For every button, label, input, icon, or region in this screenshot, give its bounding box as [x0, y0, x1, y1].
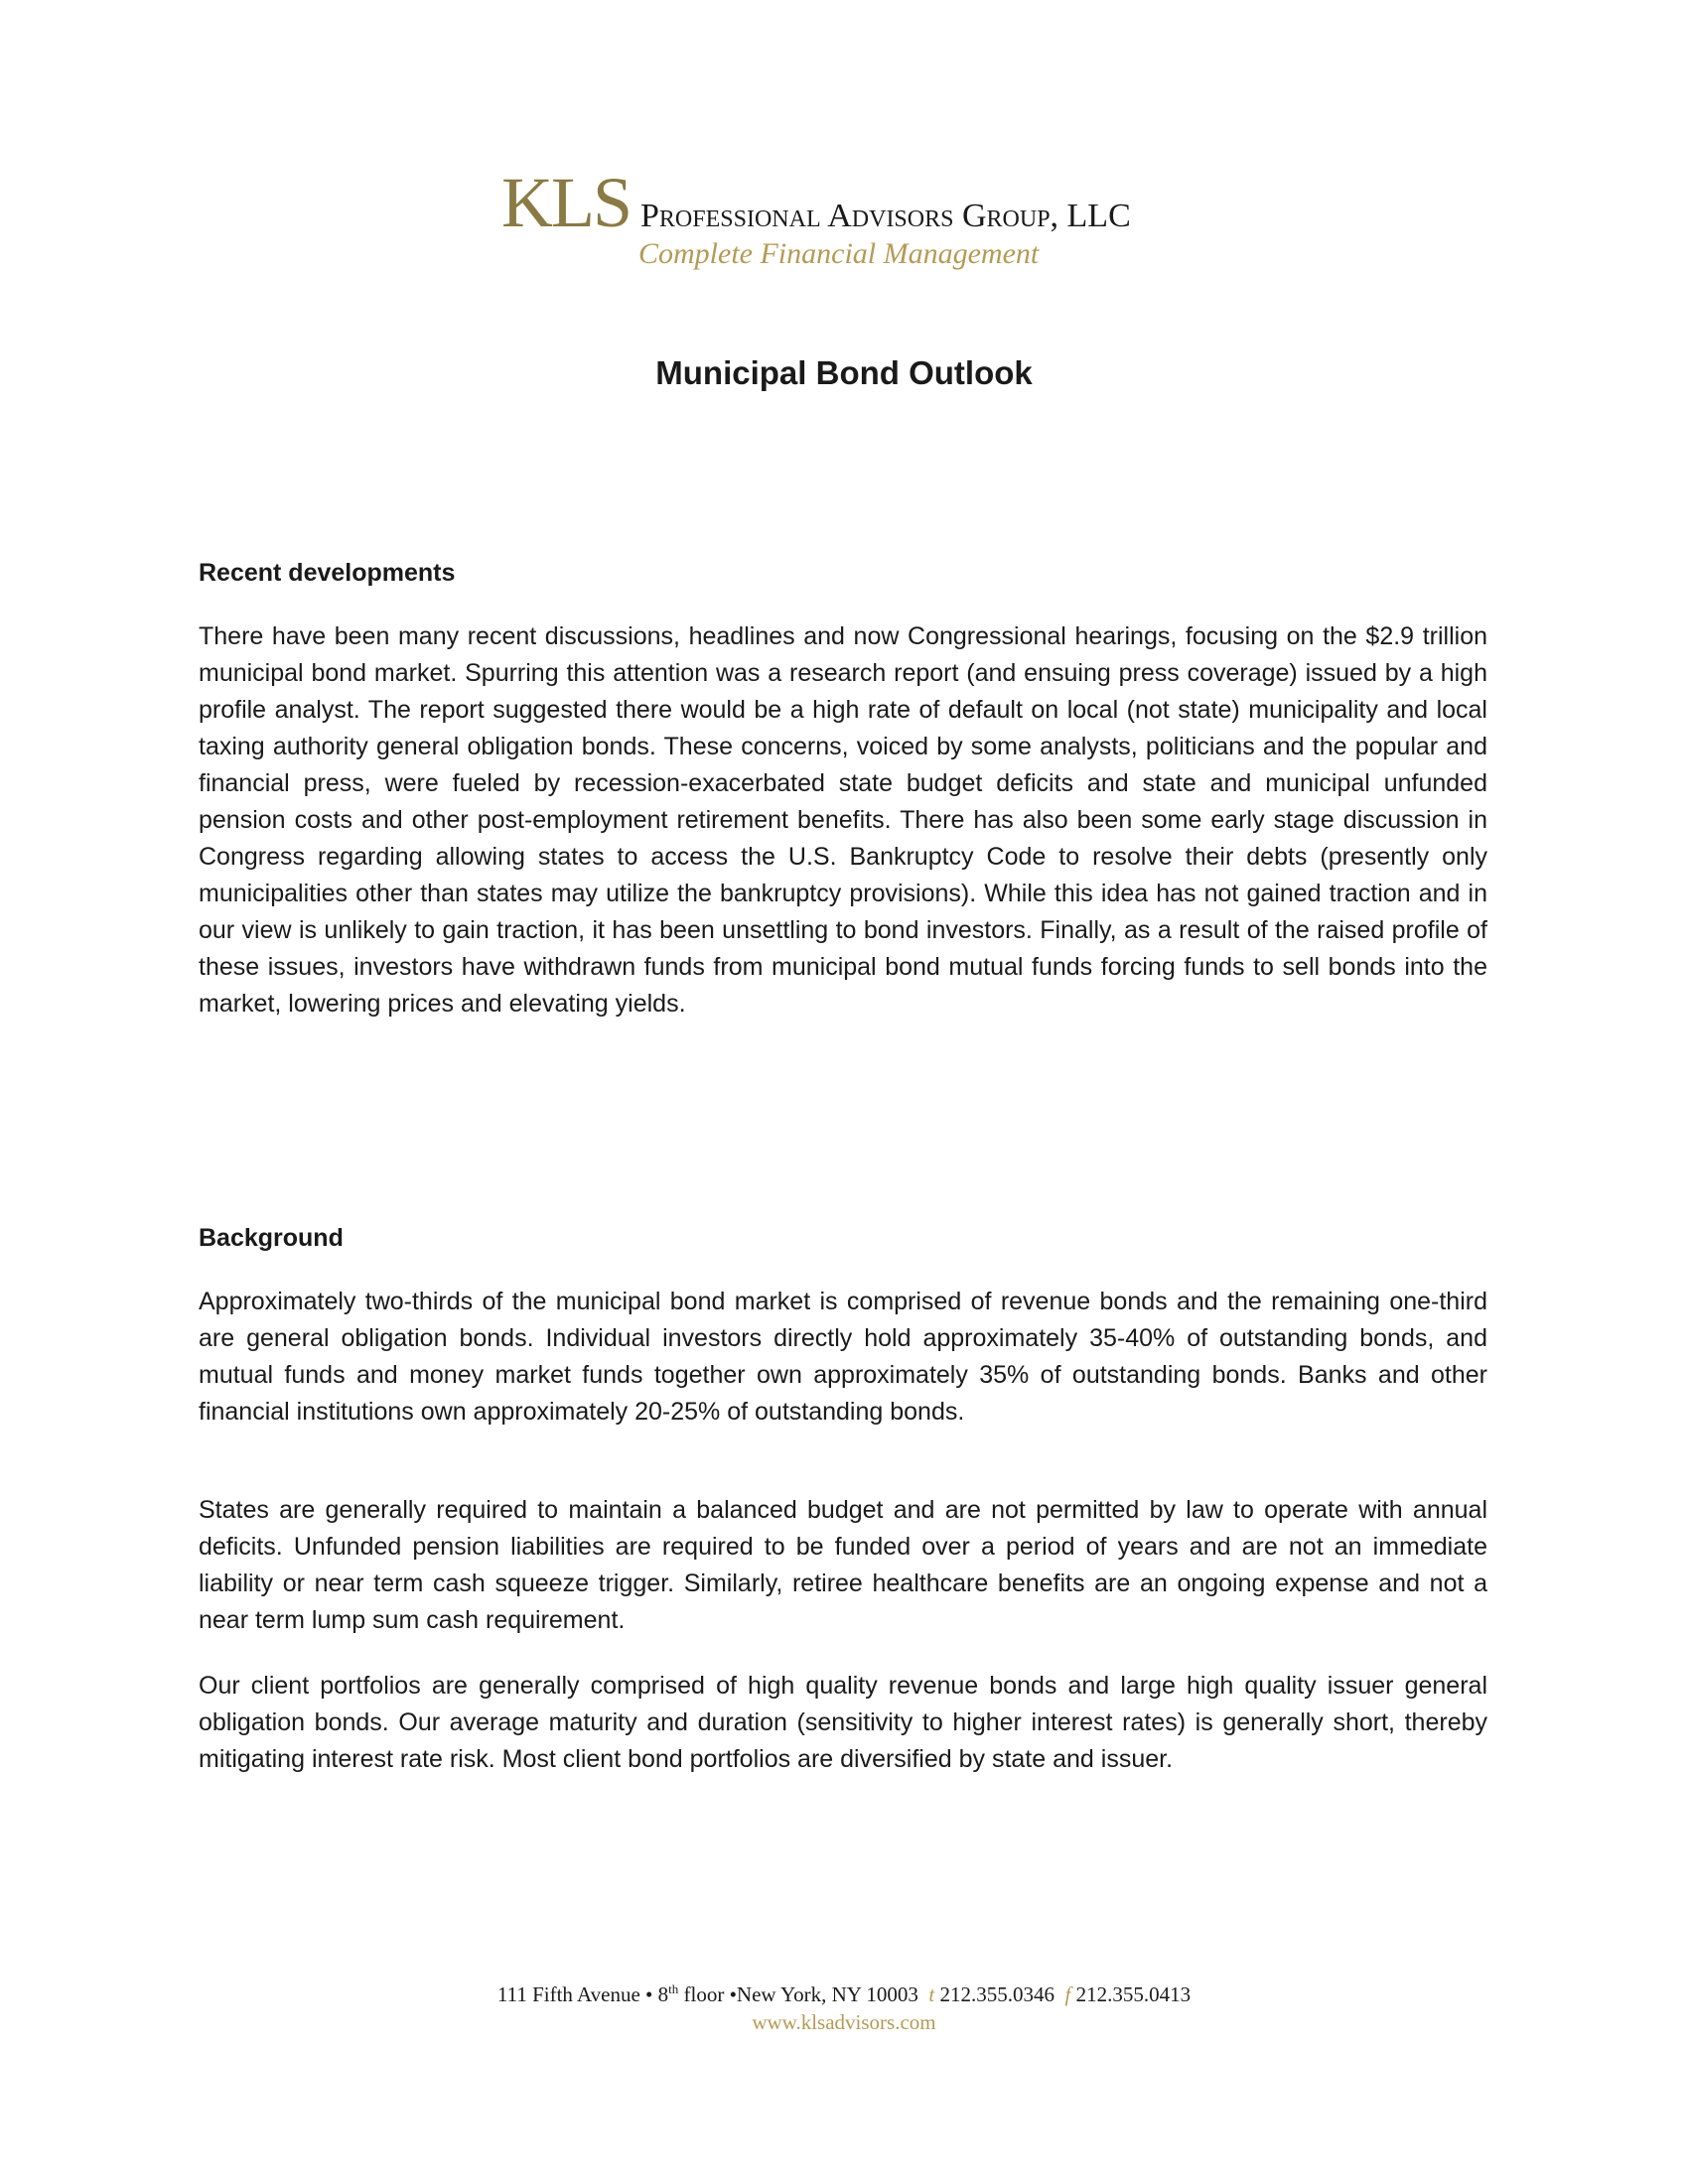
paragraph-background-1: Approximately two-thirds of the municipal bond market is comprised of revenue bonds and the remaining one-third are general obligation bonds. Individual investors directly hold approximately 35-40% of outstanding bonds, and mutual funds and money market funds together own approximately 35% of outstanding bonds. Banks and other financial institutions own approximately 20-25% of outstanding bonds. [199, 1288, 1487, 1426]
footer-city: floor •New York, NY 10003 [683, 1982, 918, 2006]
firm-tagline: Complete Financial Management [638, 237, 1040, 270]
footer-website-link[interactable]: www.klsadvisors.com [752, 2010, 936, 2034]
letterhead [501, 163, 1216, 286]
footer-fax: 212.355.0413 [1075, 1982, 1192, 2006]
footer-street: 111 Fifth Avenue • [496, 1982, 653, 2006]
document-title: Municipal Bond Outlook [655, 354, 1033, 391]
section-heading-background: Background [199, 1224, 344, 1252]
footer [0, 1976, 1688, 2036]
footer-phone: 212.355.0346 [939, 1982, 1055, 2006]
paragraph-background-2: States are generally required to maintain a balanced budget and are not permitted by law to operate with annual deficits. Unfunded pension liabilities are required to be funded over a period of years and are not an immediate liability or near term cash squeeze trigger. Similarly, retiree healthcare benefits are an ongoing expense and not a near term lump sum cash requirement. [199, 1496, 1487, 1634]
paragraph-background-3: Our client portfolios are generally comprised of high quality revenue bonds and large high quality issuer general obligation bonds. Our average maturity and duration (sensitivity to higher interest rates) is generally short, thereby mitigating interest rate risk. Most client bond portfolios are diversified by state and issuer. [199, 1672, 1487, 1773]
section-heading-recent-developments: Recent developments [199, 559, 456, 587]
footer-address [497, 1982, 923, 2006]
footer-fax-label: f [1064, 1982, 1071, 2006]
footer-floor-suffix: th [668, 1981, 679, 1996]
footer-floor-number: 8 [657, 1982, 669, 2006]
kls-logo: KLS [501, 163, 632, 242]
paragraph-recent-developments: There have been many recent discussions, headlines and now Congressional hearings, focusing on the $2.9 trillion municipal bond market. Spurring this attention was a research report (and ensuing press coverage) issued by a high profile analyst. The report suggested there would be a high rate of default on local (not state) municipality and local taxing authority general obligation bonds. These concerns, voiced by some analysts, politicians and the popular and financial press, were fueled by recession-exacerbated state budget deficits and state and municipal unfunded pension costs and other post-employment retirement benefits. There has also been some early stage discussion in Congress regarding allowing states to access the U.S. Bankruptcy Code to resolve their debts (presently only municipalities other than states may utilize the bankruptcy provisions). While this idea has not gained traction and in our view is unlikely to gain traction, it has been unsettling to bond investors. Finally, as a result of the raised profile of these issues, investors have withdrawn funds from municipal bond mutual funds forcing funds to sell bonds into the market, lowering prices and elevating yields. [199, 622, 1487, 1018]
firm-name: Professional Advisors Group, LLC [640, 198, 1131, 234]
footer-phone-label: t [928, 1982, 935, 2006]
